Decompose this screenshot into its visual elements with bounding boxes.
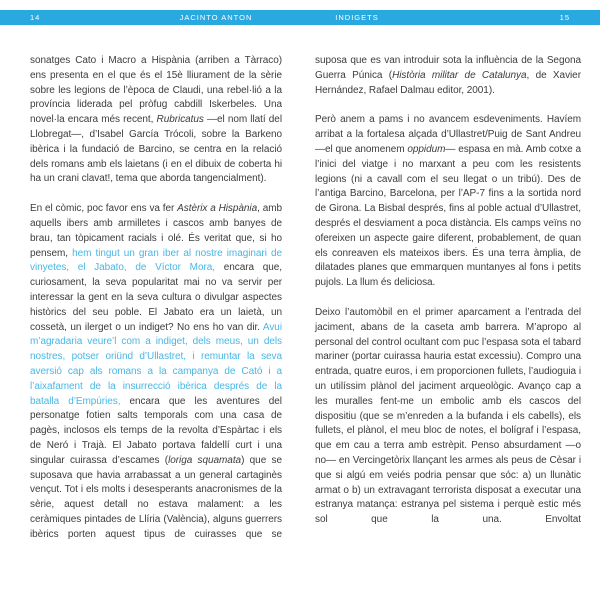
- text-segment: , de Xavier Hernández, Rafael Dalmau editor, 2001).: [315, 69, 581, 96]
- text-segment: sonatges Cato i Macro a Hispània (arriben a Tàrraco) ens presenta en el que és el 15è lliurament de la sèrie sobre les legions de l’època de Claudi, una rebel·lió a la província liderada pel pròfug cabdill Iskerbeles. Una novel·la encara més recent,: [30, 55, 282, 126]
- text-segment: oppidum: [407, 143, 446, 155]
- running-title-author: JACINTO ANTON: [179, 13, 253, 22]
- text-segment: Astèrix a Hispània: [177, 203, 258, 215]
- text-segment: suposa que es van introduir sota la influència de la Segona Guerra Púnica (: [315, 55, 581, 81]
- paragraph: [30, 202, 282, 542]
- text-segment: —el nom llatí del Llobregat—, d’Isabel García Trócoli, sobre la Barkeno ibèrica i la fundació de Barcino, se centra en la relació dels romans amb els laietans (i en el dibuix de coberta hi ha un crani clavat!, tema que aborda tangencialment).: [30, 114, 282, 185]
- highlighted-text: hem tingut un gran iber al nostre imaginari de vinyetes, el Jabato, de Víctor Mora,: [30, 247, 282, 274]
- highlighted-text: Avui m’agradaria veure’l com a indiget, dels meus, un dels nostres, potser oriünd d’Ullastret, i remuntar la seva aversió cap als romans a la campanya de Cató i a l’aixafament de la insurrecció ibèrica després de la batalla d’Empúries,: [30, 321, 282, 407]
- text-segment: Història militar de Catalunya: [392, 69, 527, 81]
- paragraph: [315, 306, 581, 528]
- page-number-right: 15: [559, 13, 570, 22]
- page-number-left: 14: [30, 13, 41, 22]
- text-segment: Deixo l’automòbil en el primer aparcament a l’entrada del jaciment, abans de la caseta amb barrera. M’apropo al personal del control ocultant com puc l’espasa sota el tabard mariner (portar cuirassa hauria estat excessiu). Compro una entrada, quatre euros, i em proporcionen fullets, l’audioguia i un utilíssim plànol del jaciment arqueològic. Avanço cap a les muralles fent-me un embolic amb els cascos del dispositiu (que se m’enreden a la bufanda i els cabells), els fullets, el plànol, el meu bloc de notes, el bolígraf i l’espasa, que em cau a terra amb estrèpit. Penso absurdament —o no— en Vercingetòrix llançant les armes als peus de Cèsar i que si algú em veiés podria pensar que sóc: a) un llunàtic armat o b) un extravagant terrorista disposat a executar una estranya matança: estranya pel sistema i perquè estic més sol que la una. Envoltat: [315, 306, 581, 526]
- running-header-bar: [0, 10, 600, 25]
- text-segment: encara que, curiosament, la seva popularitat mai no va servir per interessar la gent en la seva cultura o divulgar aspectes històrics del seu poble. El Jabato era un laietà, un cossetà, un ilerget o un indiget? No ens ho van dir.: [30, 262, 282, 333]
- paragraph: [30, 54, 282, 187]
- text-segment: Però anem a pams i no avancem esdeveniments. Havíem arribat a la fortalesa alçada d’Ullastret/Puig de Sant Andreu —el que anomenem: [315, 114, 581, 155]
- text-segment: ) que se suposava que havia arrabassat a un general cartaginès vençut. Tot i els molts i desesperants anacronismes de la sèrie, aquest detall no estava malament: a les ceràmiques pintades de Llíria (València), alguns guerrers ibèrics porten aquest tipus de cuirasses que se: [30, 454, 282, 540]
- text-segment: loriga squamata: [168, 454, 242, 466]
- paragraph: [315, 54, 581, 98]
- text-segment: Rubricatus: [156, 114, 204, 126]
- text-segment: , amb aquells ibers amb armilletes i cascos amb banyes de brau, tan tòpicament racials i olé. És veritat que, si ho pensem,: [30, 203, 282, 259]
- text-segment: En el còmic, poc favor ens va fer: [30, 203, 178, 215]
- right-page-text-column: [315, 54, 581, 543]
- text-segment: — espasa en mà. Amb cotxe a l’inici del viatge i no marxant a peu com les resistents legions (ni a cavall com el seu llegat o un tribú). Des de l’antiga Barcino, Barcelona, per l’AP-7 fins a la sortida nord de Girona. La Bisbal després, fins al poble actual d’Ullastret, després el desviament a poca distància. Els camps veïns no ofereixen un aspecte gaire diferent, probablement, de quan els conreaven els mateixos ibers. És una terra àmplia, de dilatades planes que emmarquen muntanyes al fons i petits pujols. La llum és deliciosa.: [315, 143, 581, 289]
- left-page-text-column: [30, 54, 282, 558]
- text-segment: encara que les aventures del personatge fotien salts temporals com una casa de pagès, inclosos els temps de la revolta d’Espàrtac i els de Neró i Trajà. El Jabato portava faldellí curt i una singular cuirassa d’escames (: [30, 395, 282, 466]
- paragraph: [315, 113, 581, 291]
- running-title-chapter: INDIGETS: [335, 13, 379, 22]
